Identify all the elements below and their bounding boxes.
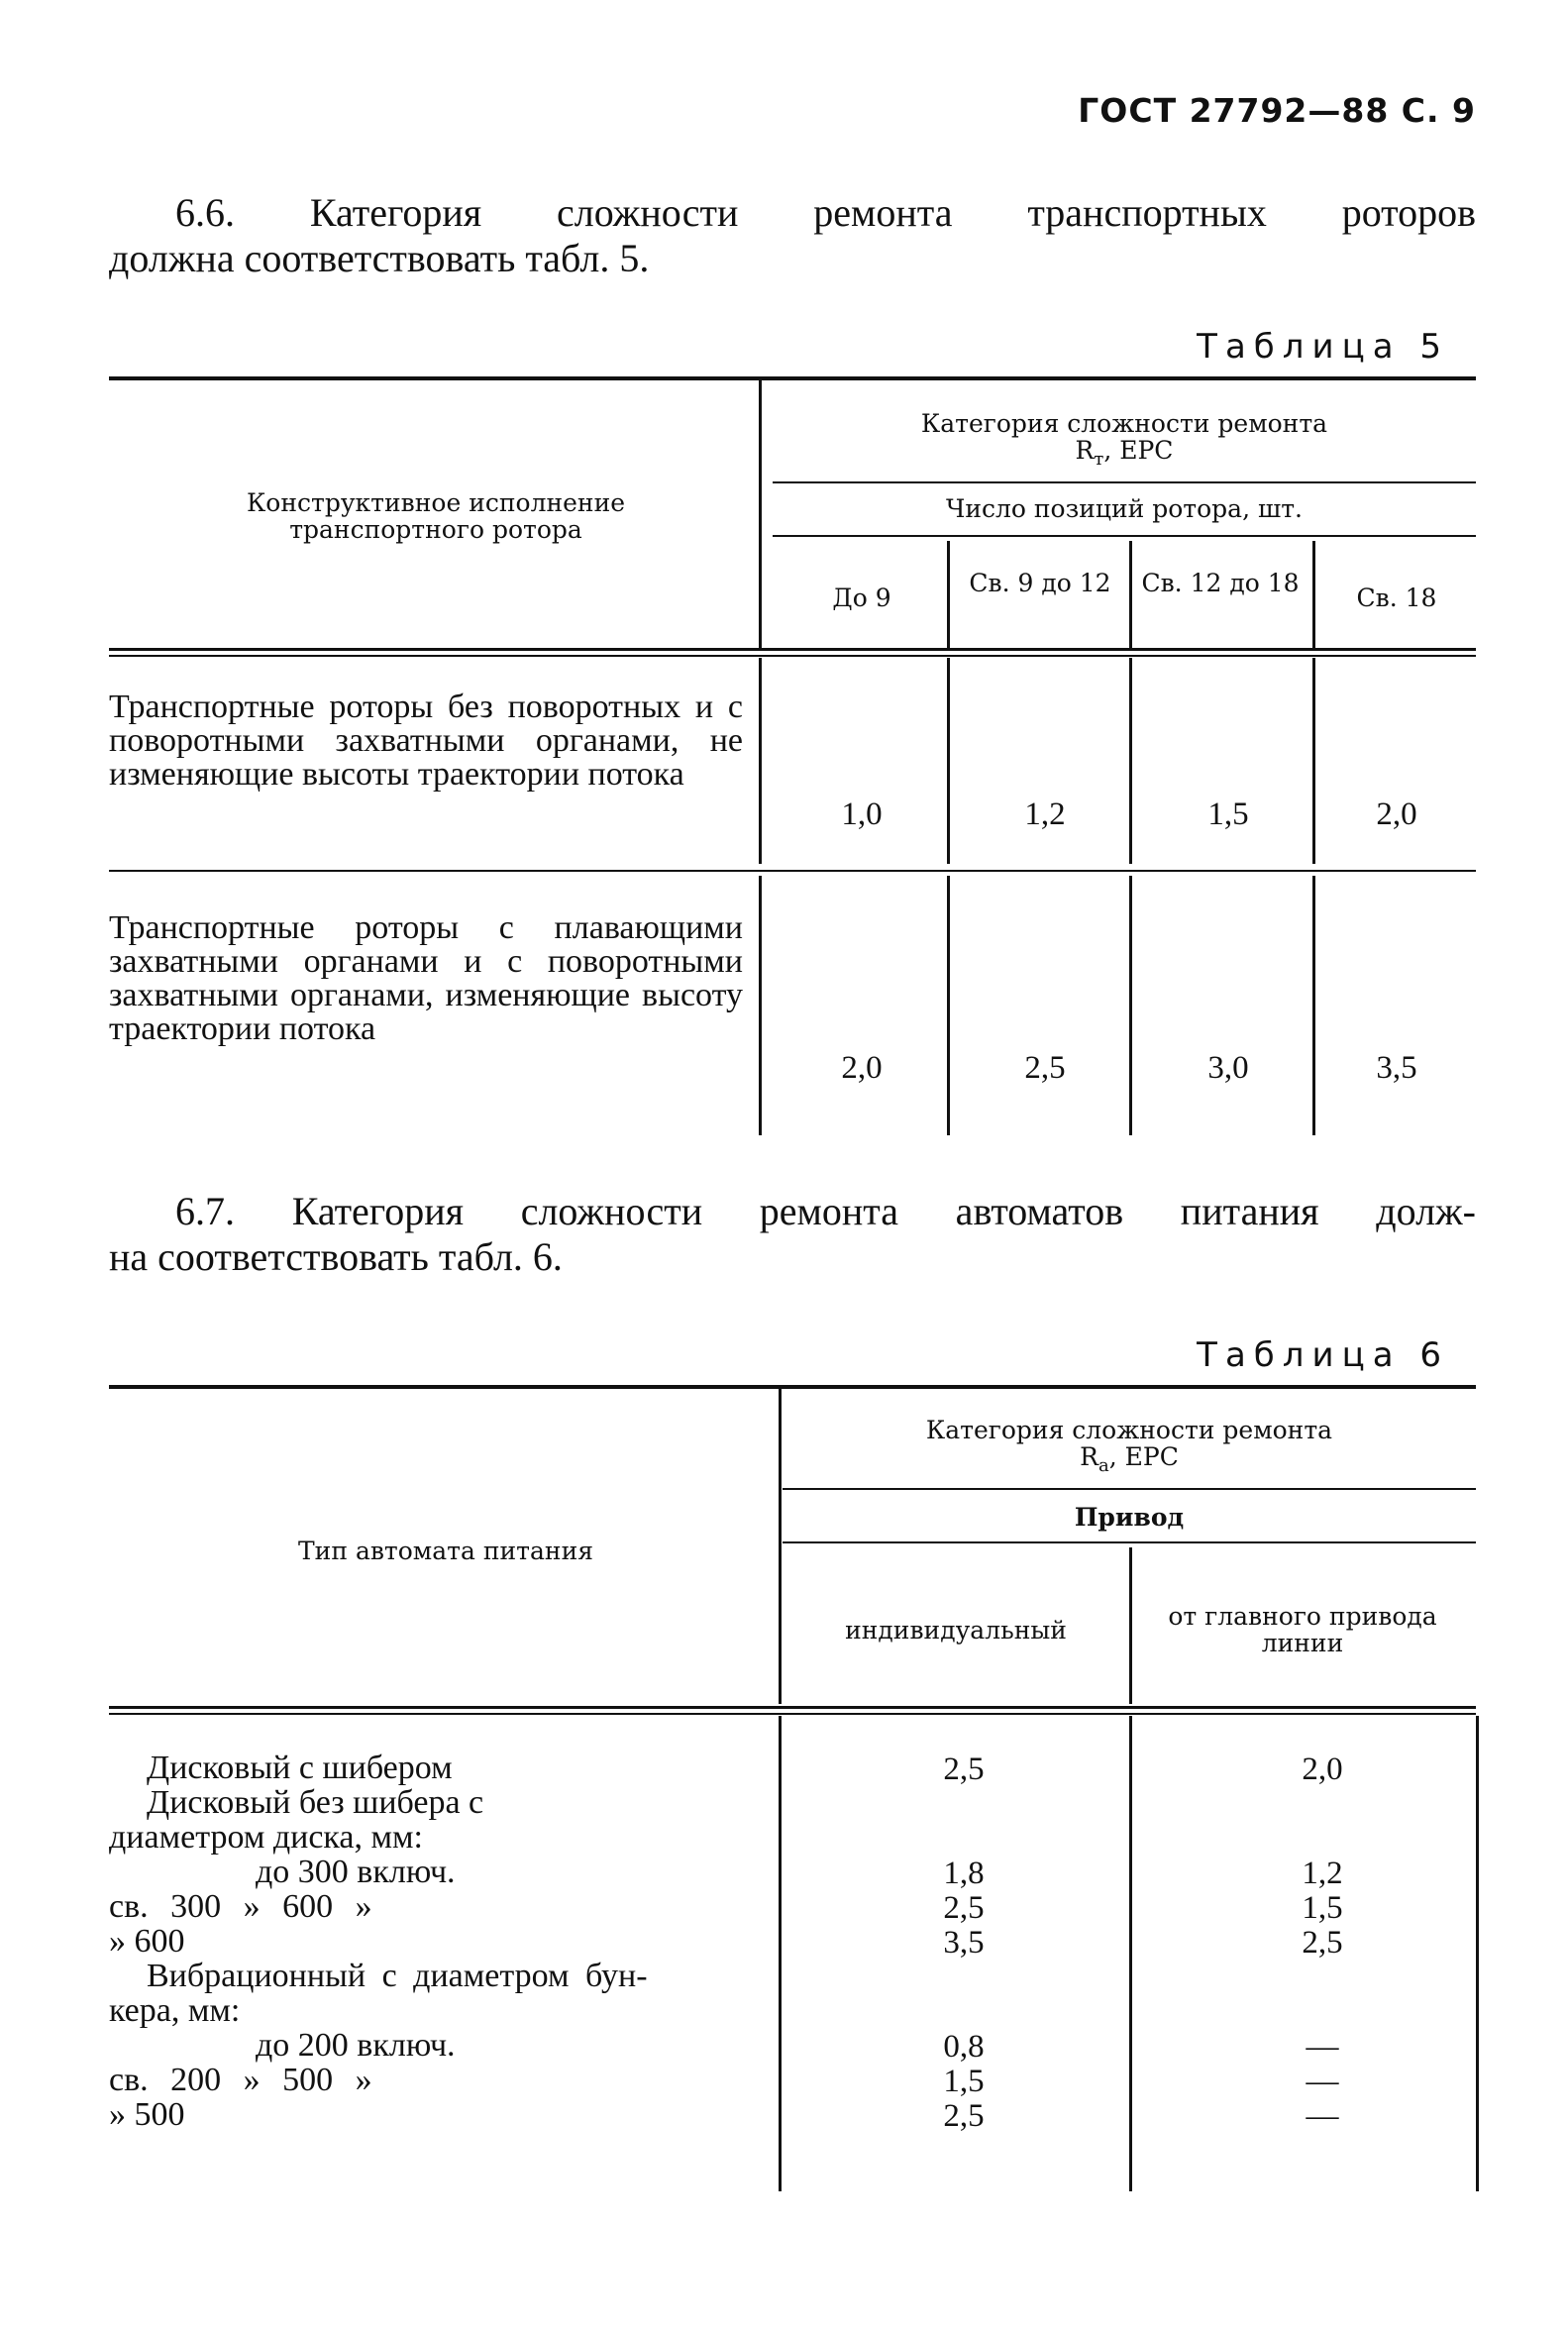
table-cell: 1,8 xyxy=(943,1856,985,1891)
table-cell: 3,0 xyxy=(1207,1050,1249,1086)
table-6-caption: Таблица 6 xyxy=(1197,1335,1449,1375)
group-header-line: Категория сложности ремонта xyxy=(925,1416,1333,1444)
group-header xyxy=(792,1417,1466,1479)
table-cell: 2,0 xyxy=(1302,1751,1343,1787)
table-row-label: Дисковый с шибером xyxy=(147,1750,453,1786)
table-cell: 2,0 xyxy=(841,1050,883,1086)
table-cell: 2,5 xyxy=(943,1890,985,1926)
unit: , ЕРС xyxy=(1103,436,1174,465)
table-cell: 2,5 xyxy=(1024,1050,1066,1086)
group-header-line: Категория сложности ремонта xyxy=(920,409,1328,438)
table-cell: 3,5 xyxy=(943,1925,985,1961)
sub-header: Привод xyxy=(1074,1503,1185,1532)
symbol-sub: a xyxy=(1098,1455,1109,1476)
table-cell: 1,2 xyxy=(1302,1856,1343,1891)
table-divider xyxy=(779,1716,782,2191)
symbol-sub: т xyxy=(1094,449,1104,470)
table-divider xyxy=(947,541,950,650)
table-cell: 1,2 xyxy=(1024,796,1066,832)
paragraph-line: 6.7. Категория сложности ремонта автоматов питания долж- xyxy=(175,1189,1476,1233)
table-row-label: Транспортные роторы с плавающими захватными органами и с поворотными захватными органами, изменяющие высоту траектории потока xyxy=(109,909,743,1047)
table-rule xyxy=(773,481,1476,483)
table-rule xyxy=(109,655,1476,657)
table-rule xyxy=(783,1541,1476,1543)
paragraph-line: на соответствовать табл. 6. xyxy=(109,1234,563,1279)
table-row-label: до 200 включ. xyxy=(256,2027,456,2064)
unit: , ЕРС xyxy=(1108,1442,1179,1471)
table-rule xyxy=(109,1713,1476,1715)
table-divider xyxy=(1129,876,1132,1135)
table-row-label: Транспортные роторы без поворотных и с поворотными захватными органами, не изменяющие высоты траектории потока xyxy=(109,689,743,793)
group-header-line xyxy=(792,1443,1466,1479)
column-label: индивидуальный xyxy=(845,1616,1067,1645)
table-cell: 1,5 xyxy=(1302,1890,1343,1926)
table-cell: — xyxy=(1306,2064,1339,2099)
table-top-rule xyxy=(109,1385,1476,1389)
table-row-label: св. 300 » 600 » xyxy=(109,1888,372,1925)
table-divider xyxy=(947,658,950,864)
sub-header: Число позиций ротора, шт. xyxy=(946,494,1303,523)
column-header: Тип автомата питания xyxy=(298,1537,593,1565)
table-divider xyxy=(1312,541,1315,650)
column-header: Конструктивное исполнение транспортного ротора xyxy=(246,488,626,544)
column-label: Св. 9 до 12 xyxy=(969,569,1111,597)
table-cell: 2,5 xyxy=(1302,1925,1343,1961)
table-rule xyxy=(109,648,1476,651)
column-label: Св. 12 до 18 xyxy=(1141,569,1300,597)
paragraph-line: должна соответствовать табл. 5. xyxy=(109,236,650,280)
column-label: Св. 18 xyxy=(1356,584,1437,612)
table-cell: 1,0 xyxy=(841,796,883,832)
table-rule xyxy=(109,870,1476,872)
paragraph-6-6 xyxy=(109,190,1476,281)
column-label: от главного привода линии xyxy=(1168,1602,1437,1657)
table-rule xyxy=(773,535,1476,537)
table-cell: — xyxy=(1306,2029,1339,2065)
table-divider xyxy=(1312,876,1315,1135)
table-row-label: кера, мм: xyxy=(109,1992,241,2029)
table-cell: 0,8 xyxy=(943,2029,985,2065)
table-cell: 1,5 xyxy=(1207,796,1249,832)
table-divider xyxy=(1129,1547,1132,1704)
table-rule xyxy=(109,1706,1476,1709)
table-cell: 2,0 xyxy=(1376,796,1417,832)
table-divider xyxy=(759,658,762,864)
table-cell: 2,5 xyxy=(943,2098,985,2134)
table-divider xyxy=(1476,1716,1479,2191)
table-divider xyxy=(1129,541,1132,650)
table-divider xyxy=(947,876,950,1135)
table-top-rule xyxy=(109,376,1476,380)
symbol: R xyxy=(1075,436,1095,465)
table-divider xyxy=(1312,658,1315,864)
paragraph-6-7 xyxy=(109,1189,1476,1280)
column-label: До 9 xyxy=(832,584,891,612)
group-header xyxy=(783,410,1466,473)
table-cell: 2,5 xyxy=(943,1751,985,1787)
table-divider xyxy=(759,380,762,650)
table-divider xyxy=(1129,1716,1132,2191)
table-cell: 1,5 xyxy=(943,2064,985,2099)
table-divider xyxy=(759,876,762,1135)
table-row-label: диаметром диска, мм: xyxy=(109,1819,423,1856)
page-header: ГОСТ 27792—88 С. 9 xyxy=(1078,91,1476,130)
table-row-label: Дисковый без шибера с xyxy=(147,1784,484,1821)
table-row-label: Вибрационный с диаметром бун- xyxy=(147,1958,648,1994)
table-row-label: до 300 включ. xyxy=(256,1854,456,1890)
table-rule xyxy=(783,1488,1476,1490)
symbol: R xyxy=(1080,1442,1098,1471)
group-header-line xyxy=(783,437,1466,473)
paragraph-line: 6.6. Категория сложности ремонта транспортных роторов xyxy=(175,190,1476,235)
table-row-label: » 500 xyxy=(109,2096,185,2133)
table-divider xyxy=(779,1389,782,1704)
table-row-label: св. 200 » 500 » xyxy=(109,2062,372,2098)
table-cell: 3,5 xyxy=(1376,1050,1417,1086)
table-divider xyxy=(1129,658,1132,864)
table-row-label: » 600 xyxy=(109,1923,185,1960)
table-cell: — xyxy=(1306,2098,1339,2134)
table-5-caption: Таблица 5 xyxy=(1197,327,1449,367)
